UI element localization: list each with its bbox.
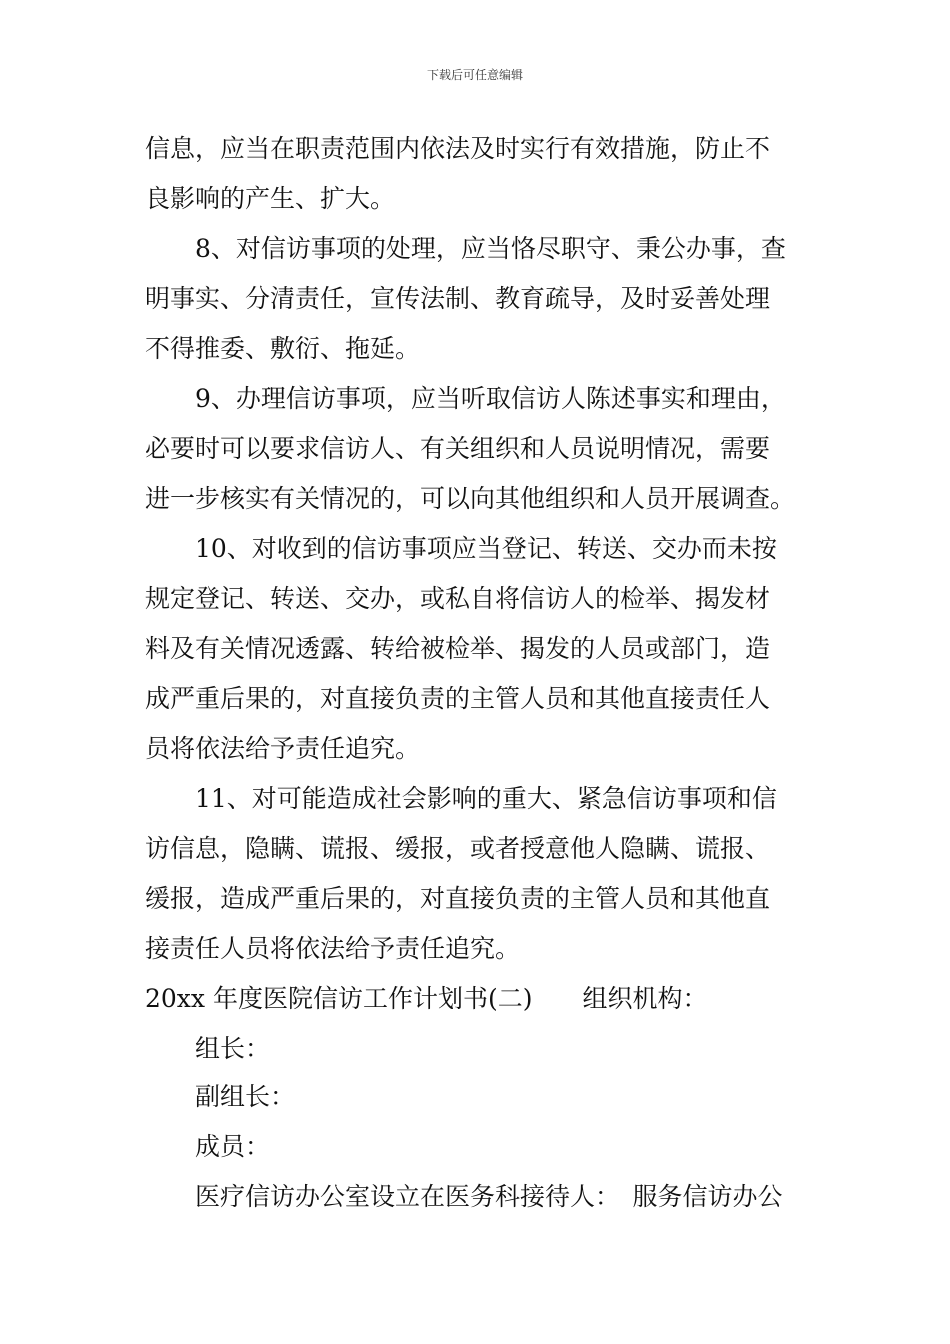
paragraph-line: 11、对可能造成社会影响的重大、紧急信访事项和信 bbox=[195, 784, 777, 813]
paragraph-line: 8、对信访事项的处理，应当恪尽职守、秉公办事，查 bbox=[195, 234, 786, 263]
paragraph-line: 明事实、分清责任，宣传法制、教育疏导，及时妥善处理 bbox=[145, 284, 771, 313]
paragraph-line: 组长： bbox=[195, 1034, 271, 1063]
paragraph-line: 员将依法给予责任追究。 bbox=[145, 734, 421, 763]
paragraph-line: 9、办理信访事项，应当听取信访人陈述事实和理由， bbox=[195, 384, 786, 413]
paragraph-line: 规定登记、转送、交办，或私自将信访人的检举、揭发材 bbox=[145, 584, 771, 613]
paragraph-line: 成严重后果的，对直接负责的主管人员和其他直接责任人 bbox=[145, 684, 771, 713]
paragraph-line: 访信息，隐瞒、谎报、缓报，或者授意他人隐瞒、谎报、 bbox=[145, 834, 771, 863]
paragraph-line: 接责任人员将依法给予责任追究。 bbox=[145, 934, 521, 963]
paragraph-line: 必要时可以要求信访人、有关组织和人员说明情况，需要 bbox=[145, 434, 771, 463]
paragraph-line: 料及有关情况透露、转给被检举、揭发的人员或部门，造 bbox=[145, 634, 771, 663]
paragraph-line: 信息，应当在职责范围内依法及时实行有效措施，防止不 bbox=[145, 134, 771, 163]
paragraph-line: 良影响的产生、扩大。 bbox=[145, 184, 396, 213]
page-header: 下载后可任意编辑 bbox=[426, 68, 523, 82]
paragraph-line: 副组长： bbox=[195, 1082, 296, 1111]
paragraph-line: 10、对收到的信访事项应当登记、转送、交办而未按 bbox=[195, 534, 777, 563]
section-heading: 20xx 年度医院信访工作计划书(二) 组织机构： bbox=[145, 984, 708, 1013]
paragraph-line: 成员： bbox=[195, 1132, 271, 1161]
paragraph-line: 缓报，造成严重后果的，对直接负责的主管人员和其他直 bbox=[145, 884, 771, 913]
paragraph-line: 不得推委、敷衍、拖延。 bbox=[145, 334, 421, 363]
paragraph-line: 医疗信访办公室设立在医务科接待人： 服务信访办公 bbox=[195, 1182, 783, 1211]
paragraph-line: 进一步核实有关情况的，可以向其他组织和人员开展调查。 bbox=[145, 484, 796, 513]
